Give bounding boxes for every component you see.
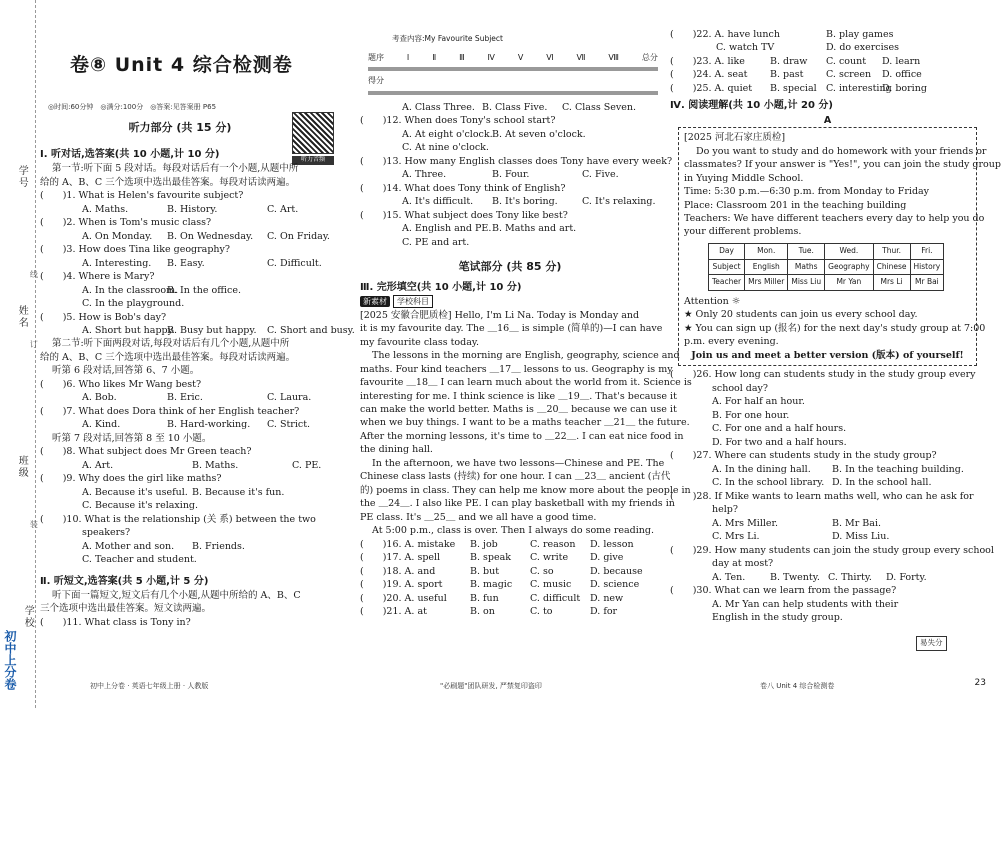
question-text: school day? <box>712 382 769 394</box>
option[interactable]: C. interesting <box>826 82 892 94</box>
passage-line: my favourite class today. <box>360 336 480 348</box>
options <box>40 257 345 270</box>
options <box>40 459 345 472</box>
option[interactable]: D. because <box>590 565 643 577</box>
ad-line: classmates? If your answer is "Yes!", you can join the study group <box>684 159 1001 171</box>
lightbulb-icon: ☼ <box>731 295 741 307</box>
exam-meta: ◎时间:60分钟 ◎满分:100分 ◎答案:见答案册 P65 <box>48 103 217 111</box>
options <box>670 517 985 530</box>
cut-mark: 订 <box>29 340 39 350</box>
options <box>40 324 355 337</box>
option[interactable]: ( )20. A. useful <box>360 592 447 604</box>
question-text: ( )6. Who likes Mr Wang best? <box>40 378 202 390</box>
question-text: ( )30. What can we learn from the passage? <box>670 585 897 597</box>
passage-line: Chinese class lasts (持续) for one hour. I can ＿23＿ ancient (古代 <box>360 471 671 483</box>
option[interactable]: C. In the playground. <box>82 298 185 310</box>
section-4-title: Ⅳ. 阅读理解(共 10 小题,计 20 分) <box>670 100 833 112</box>
option[interactable]: C. Teacher and student. <box>82 554 197 566</box>
page-title <box>70 52 293 79</box>
option[interactable]: C. reason <box>530 538 576 550</box>
question-text: ( )27. Where can students study in the study group? <box>670 450 937 462</box>
options <box>360 128 660 141</box>
schedule-table <box>708 243 944 291</box>
score-header-cell: Ⅴ <box>517 53 524 62</box>
table-cell: Mrs Li <box>873 275 910 291</box>
option[interactable]: B. At seven o'clock. <box>492 128 586 140</box>
option[interactable]: B. Maths. <box>192 459 239 471</box>
option[interactable]: D. For two and a half hours. <box>712 436 847 448</box>
note-line: ★ You can sign up (报名) for the next day's study group at 7:00 <box>684 322 986 334</box>
option[interactable]: ( )22. A. have lunch <box>670 29 780 40</box>
option[interactable]: D. learn <box>882 55 921 67</box>
option[interactable]: D. do exercises <box>826 42 900 54</box>
passage-label: A <box>823 114 832 126</box>
question-text: ( )8. What subject does Mr Green teach? <box>40 446 252 458</box>
cloze-options <box>360 538 660 619</box>
option[interactable]: B. Four. <box>492 169 530 181</box>
source-tag: [2025 河北石家庄质检] <box>684 132 786 144</box>
option[interactable]: B. Eric. <box>167 392 203 404</box>
option[interactable]: C. Because it's relaxing. <box>82 500 199 512</box>
option-row <box>670 41 985 54</box>
option[interactable]: A. Mrs Miller. <box>712 517 779 529</box>
options <box>40 391 345 404</box>
option[interactable]: A. Class Three. <box>402 102 475 113</box>
ad-line: in Yuying Middle School. <box>684 172 804 184</box>
question-text: ( )2. When is Tom's music class? <box>40 217 212 229</box>
option-row <box>670 55 985 68</box>
ad-line: Do you want to study and do homework with your friends or <box>696 145 987 157</box>
option[interactable]: A. In the dining hall. <box>712 463 811 475</box>
option[interactable]: A. It's difficult. <box>402 196 474 208</box>
question-text: ( )12. When does Tony's school start? <box>360 115 556 127</box>
option[interactable]: C. PE and art. <box>402 236 470 248</box>
option[interactable]: ( )23. A. like <box>670 55 745 67</box>
option[interactable]: C. music <box>530 579 572 591</box>
option[interactable]: D. new <box>590 592 624 604</box>
cut-mark: 装 <box>29 520 39 530</box>
option[interactable]: English in the study group. <box>712 612 843 624</box>
option[interactable]: D. Forty. <box>886 571 927 583</box>
footer-right: 卷八 Unit 4 综合检测卷 <box>760 682 835 690</box>
question-text: ( )26. How long can students study in the study group every <box>670 369 976 381</box>
option[interactable]: B. On Wednesday. <box>167 230 254 242</box>
option[interactable]: B. magic <box>470 579 513 591</box>
options <box>40 486 345 499</box>
question-text: ( )15. What subject does Tony like best? <box>360 209 568 221</box>
option[interactable]: A. Kind. <box>82 419 121 431</box>
tags <box>360 295 660 308</box>
score-header-cell: 总分 <box>641 53 658 62</box>
option[interactable]: A. At eight o'clock. <box>402 128 493 140</box>
score-header-cell: 题序 <box>368 53 384 62</box>
option[interactable]: C. PE. <box>292 459 322 471</box>
ad-line: your different problems. <box>684 226 802 238</box>
question-text: ( )29. How many students can join the study group every school <box>670 544 994 556</box>
option[interactable]: C. watch TV <box>716 42 775 54</box>
score-header-cell: Ⅲ <box>459 53 465 62</box>
table-cell: Teacher <box>709 275 745 291</box>
label-class: 班级 <box>16 455 28 479</box>
intro-line: 三个选项中选出最佳答案。短文读两遍。 <box>40 603 212 615</box>
question-list <box>40 189 355 337</box>
option-row <box>670 28 985 41</box>
option[interactable]: ( )18. A. and <box>360 565 436 577</box>
option[interactable]: C. difficult <box>530 592 581 604</box>
option[interactable]: D. for <box>590 606 618 618</box>
option[interactable]: A. Maths. <box>82 203 129 215</box>
option[interactable]: ( )24. A. seat <box>670 69 748 81</box>
option[interactable]: A. Mr Yan can help students with their <box>712 598 899 610</box>
options <box>40 203 345 216</box>
question-text: help? <box>712 504 738 516</box>
table-cell: History <box>910 259 944 275</box>
table-cell: Mrs Miller <box>745 275 788 291</box>
question-text: ( )28. If Mike wants to learn maths well, who can he ask for <box>670 490 974 502</box>
question-text: ( )7. What does Dora think of her English teacher? <box>40 405 300 417</box>
cut-mark: 线 <box>29 270 39 280</box>
option[interactable]: C. Mrs Li. <box>712 531 760 543</box>
page-number: 23 <box>974 678 986 688</box>
table-row <box>709 275 944 291</box>
question-text: ( )11. What class is Tony in? <box>40 616 191 628</box>
ad-line: Place: Classroom 201 in the teaching building <box>684 199 907 211</box>
options <box>670 530 985 543</box>
cloze-options <box>670 28 985 95</box>
qr-label: 听力音频 <box>292 156 334 165</box>
option[interactable]: B. Because it's fun. <box>192 486 285 498</box>
passage-line: The lessons in the morning are English, geography, science and <box>372 350 680 362</box>
options <box>40 540 345 553</box>
title-badge: 卷⑧ <box>70 54 108 76</box>
new-material-badge: 新素材 <box>360 296 390 307</box>
written-title: 笔试部分 (共 85 分) <box>458 260 562 274</box>
option[interactable]: B. Twenty. <box>770 571 820 583</box>
label-student-id: 学号 <box>16 165 28 189</box>
dialog-instruction: 听第 7 段对话,回答第 8 至 10 小题。 <box>52 432 212 444</box>
footer-mid: "必刷题"团队研发, 严禁复印盗印 <box>440 682 542 690</box>
passage-line: maths. Four kind teachers ＿17＿ lessons to us. Geography is my <box>360 363 673 375</box>
passage-line: At 5:00 p.m., class is over. Then I always do some reading. <box>372 525 655 537</box>
question-text: day at most? <box>712 558 774 570</box>
intro-line: 第一节:听下面 5 段对话。每段对话后有一个小题,从题中所 <box>52 163 299 175</box>
passage-line: the dining hall. <box>360 444 433 456</box>
option[interactable]: A. Art. <box>82 459 114 471</box>
option[interactable]: ( )21. A. at <box>360 606 427 618</box>
option[interactable]: A. Because it's useful. <box>82 486 188 498</box>
option[interactable]: D. In the school hall. <box>832 477 932 489</box>
options <box>670 571 985 584</box>
option[interactable]: B. Mr Bai. <box>832 517 882 529</box>
label-school: 学校 <box>22 605 34 629</box>
ad-line: Teachers: We have different teachers every day to help you do <box>684 213 985 224</box>
intro-line: 给的 A、B、C 三个选项中选出最佳答案。每段对话读两遍。 <box>40 351 296 363</box>
passage-line: the ＿24＿. I also like PE. I can play basketball with my friends in <box>360 498 675 510</box>
option[interactable]: C. It's relaxing. <box>582 196 656 208</box>
score-label: 得分 <box>368 76 384 86</box>
option[interactable]: C. Short and busy. <box>267 325 355 336</box>
table-row <box>709 243 944 259</box>
option[interactable]: B. Busy but happy. <box>167 325 257 336</box>
option-row <box>360 538 660 551</box>
table-cell: Miss Liu <box>788 275 825 291</box>
table-cell: Subject <box>709 259 745 275</box>
option[interactable]: C. to <box>530 606 553 618</box>
option[interactable]: A. Ten. <box>712 571 746 583</box>
option[interactable]: B. In the office. <box>167 284 241 296</box>
options <box>40 418 345 431</box>
option[interactable]: C. In the school library. <box>712 477 825 489</box>
passage-line: After the morning lessons, it's time to ＿22＿. I can eat nice food in <box>360 430 684 442</box>
option[interactable]: D. lesson <box>590 538 634 550</box>
note-line: Join us and meet a better version (版本) of yourself! <box>691 349 964 361</box>
option[interactable]: B. speak <box>470 552 512 564</box>
option[interactable]: A. Mother and son. <box>82 540 175 552</box>
question-text: ( )10. What is the relationship (关 系) between the two <box>40 513 316 525</box>
option[interactable]: B. In the teaching building. <box>832 463 964 475</box>
option[interactable]: C. Class Seven. <box>562 102 636 113</box>
option[interactable]: ( )16. A. mistake <box>360 538 456 550</box>
option[interactable]: A. In the classroom. <box>82 284 179 296</box>
option[interactable]: B. play games <box>826 29 894 40</box>
table-cell: Tue. <box>788 243 825 259</box>
option[interactable]: B. job <box>470 538 498 550</box>
option[interactable]: B. fun <box>470 592 499 604</box>
option[interactable]: C. Strict. <box>267 419 311 431</box>
passage-line: when we buy things. I want to be a maths teacher ＿21＿ the future. <box>360 417 690 429</box>
intro-line: 给的 A、B、C 三个选项中选出最佳答案。每段对话读两遍。 <box>40 176 296 188</box>
option[interactable]: B. It's boring. <box>492 196 558 208</box>
options <box>360 168 660 181</box>
option[interactable]: A. For half an hour. <box>712 396 805 408</box>
option[interactable]: C. On Friday. <box>267 230 330 242</box>
option[interactable]: A. English and PE. <box>402 223 492 235</box>
options <box>670 476 985 489</box>
ad-line: Time: 5:30 p.m.—6:30 p.m. from Monday to Friday <box>684 186 930 198</box>
question-text: ( )5. How is Bob's day? <box>40 311 167 323</box>
score-header-cell: Ⅷ <box>608 53 619 62</box>
table-row <box>709 259 944 275</box>
label-name: 姓名 <box>16 305 28 329</box>
option-row <box>360 578 660 591</box>
table-cell: Geography <box>825 259 873 275</box>
attention-row <box>684 295 971 308</box>
option[interactable]: ( )25. A. quiet <box>670 82 753 94</box>
passage-line: [2025 安徽合肥质检] Hello, I'm Li Na. Today is Monday and <box>360 309 640 321</box>
option[interactable]: D. office <box>882 69 922 81</box>
score-header-cell: Ⅶ <box>576 53 586 62</box>
option[interactable]: B. draw <box>770 55 808 67</box>
table-cell: Mr Bai <box>910 275 944 291</box>
dialog-instruction: 听第 6 段对话,回答第 6、7 小题。 <box>52 365 200 377</box>
intro-line: 听下面一篇短文,短文后有几个小题,从题中所给的 A、B、C <box>52 589 301 601</box>
option[interactable]: A. On Monday. <box>82 230 153 242</box>
option[interactable]: A. Bob. <box>82 392 117 404</box>
error-prone-tag: 易失分 <box>916 636 947 651</box>
attention-label: Attention <box>684 295 729 307</box>
options <box>360 222 660 235</box>
option[interactable]: B. Class Five. <box>482 102 548 113</box>
score-header-cell: Ⅱ <box>432 53 437 62</box>
option[interactable]: C. Laura. <box>267 392 312 404</box>
topic-badge: 学校科目 <box>393 295 433 308</box>
table-cell: Chinese <box>873 259 910 275</box>
option[interactable]: C. Thirty. <box>828 571 872 583</box>
question-text: ( )1. What is Helen's favourite subject? <box>40 190 244 202</box>
passage-line: it is my favourite day. The ＿16＿ is simple (简单的)—I can have <box>360 323 663 335</box>
option[interactable]: D. Miss Liu. <box>832 531 890 543</box>
topic-line: 考查内容:My Favourite Subject <box>392 34 503 43</box>
divider <box>368 67 658 71</box>
option[interactable]: B. past <box>770 69 804 81</box>
question-text: ( )3. How does Tina like geography? <box>40 244 230 256</box>
option[interactable]: A. Short but happy. <box>82 325 175 336</box>
score-header-cell: Ⅳ <box>487 53 495 62</box>
cloze-passage <box>360 309 692 538</box>
ad-box <box>678 127 1001 366</box>
passage-line: PE class. It's ＿25＿ and we all have a good time. <box>360 511 597 523</box>
brand-logo: 初中上分卷 <box>3 630 17 690</box>
table-cell: Thur. <box>873 243 910 259</box>
score-header-cell: Ⅰ <box>406 53 410 62</box>
option[interactable]: B. History. <box>167 203 218 215</box>
option[interactable]: B. special <box>770 82 817 94</box>
intro-line: 第二节:听下面两段对话,每段对话后有几个小题,从题中所 <box>52 338 290 350</box>
table-cell: Mon. <box>745 243 788 259</box>
question-list <box>360 114 673 249</box>
table-cell: Wed. <box>825 243 873 259</box>
question-text: speakers? <box>82 527 131 539</box>
passage-line: can make the world better. Maths is ＿20＿ because we can use it <box>360 404 677 415</box>
question-text: ( )13. How many English classes does Tony have every week? <box>360 155 673 167</box>
note-line: p.m. every evening. <box>684 336 779 348</box>
option[interactable]: C. screen <box>826 69 872 81</box>
divider <box>368 91 658 95</box>
option[interactable]: C. count <box>826 55 867 67</box>
score-header-row <box>368 50 658 65</box>
option[interactable]: B. For one hour. <box>712 409 790 421</box>
option[interactable]: A. Three. <box>402 169 447 181</box>
question-text: ( )4. Where is Mary? <box>40 271 155 283</box>
option[interactable]: ( )17. A. spell <box>360 552 441 564</box>
table-cell: English <box>745 259 788 275</box>
option-row <box>360 592 660 605</box>
passage-line: 的) poems in class. They can help me know more about the people in <box>360 484 691 496</box>
section-1-title: Ⅰ. 听对话,选答案(共 10 小题,计 10 分) <box>40 149 220 160</box>
question-text: ( )9. Why does the girl like maths? <box>40 473 222 485</box>
question-list <box>40 445 345 512</box>
table-cell: Day <box>709 243 745 259</box>
notes <box>684 308 986 362</box>
question-text: ( )14. What does Tony think of English? <box>360 182 566 194</box>
passage-line: In the afternoon, we have two lessons—Chinese and PE. The <box>372 457 665 469</box>
option[interactable]: C. Difficult. <box>267 257 322 269</box>
table-cell: Maths <box>788 259 825 275</box>
options <box>670 463 985 476</box>
note-line: ★ Only 20 students can join us every school day. <box>684 309 918 321</box>
binding-margin <box>0 0 39 708</box>
option-row <box>360 605 660 618</box>
table-cell: Mr Yan <box>825 275 873 291</box>
footer-left: 初中上分卷 · 英语七年级上册 · 人教版 <box>90 682 209 690</box>
option[interactable]: A. Interesting. <box>82 257 152 269</box>
option[interactable]: B. Maths and art. <box>492 223 577 235</box>
option[interactable]: D. boring <box>882 82 927 94</box>
score-table <box>368 50 658 97</box>
option[interactable]: C. write <box>530 552 569 564</box>
option[interactable]: B. on <box>470 606 495 618</box>
option[interactable]: C. Five. <box>582 169 619 181</box>
option[interactable]: B. Easy. <box>167 257 205 269</box>
option[interactable]: D. give <box>590 552 624 564</box>
option[interactable]: C. Art. <box>267 203 299 215</box>
option-row <box>670 68 985 81</box>
option[interactable]: C. so <box>530 565 554 577</box>
option[interactable]: B. Hard-working. <box>167 419 251 431</box>
option[interactable]: ( )19. A. sport <box>360 579 443 591</box>
option-row <box>670 82 985 95</box>
ad-text <box>684 145 1001 239</box>
section-2-title: Ⅱ. 听短文,选答案(共 5 小题,计 5 分) <box>40 575 209 587</box>
question-list <box>40 378 345 432</box>
option-row <box>360 565 660 578</box>
passage-line: favourite ＿18＿ I can learn much about the world from it. Science is <box>360 377 692 389</box>
option[interactable]: C. At nine o'clock. <box>402 142 489 154</box>
options <box>360 101 660 114</box>
table-cell: Fri. <box>910 243 944 259</box>
title-text: Unit 4 综合检测卷 <box>114 54 293 76</box>
option[interactable]: D. science <box>590 579 640 591</box>
options <box>40 284 345 297</box>
options <box>360 195 660 208</box>
options <box>40 230 345 243</box>
option[interactable]: B. Friends. <box>192 540 245 552</box>
option[interactable]: B. but <box>470 565 500 577</box>
reading-questions <box>670 368 994 624</box>
section-3-title: Ⅲ. 完形填空(共 10 小题,计 10 分) <box>360 281 522 293</box>
listening-title: 听力部分 (共 15 分) <box>128 121 232 134</box>
score-header-cell: Ⅵ <box>546 53 554 62</box>
passage-line: interesting for me. I think science is like ＿19＿. That's because it <box>360 390 677 402</box>
option-row <box>360 551 660 564</box>
score-row <box>368 73 658 88</box>
option[interactable]: C. For one and a half hours. <box>712 423 847 435</box>
